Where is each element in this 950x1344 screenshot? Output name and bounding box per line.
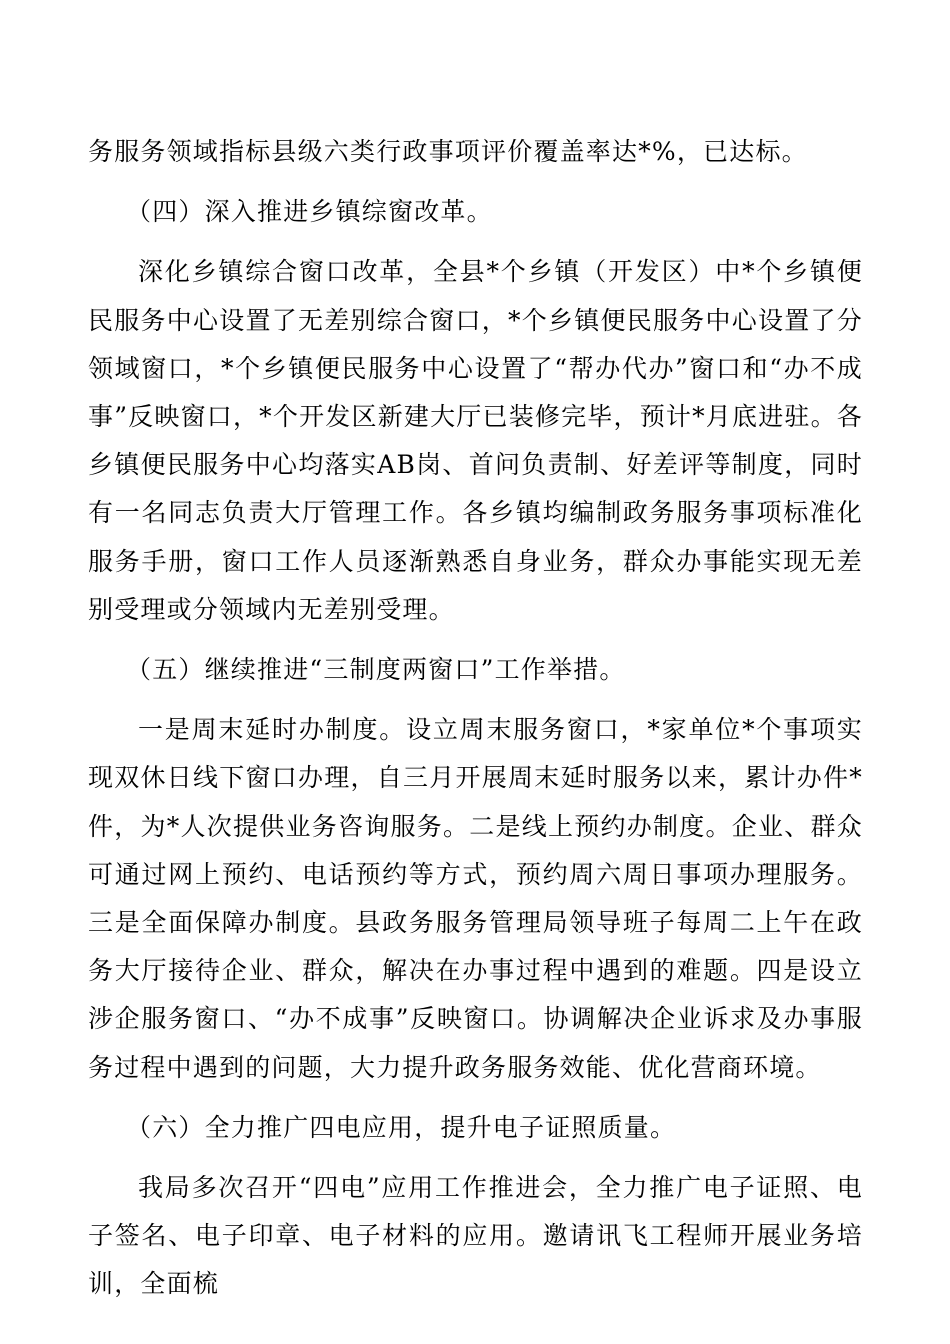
section-heading-6: （六）全力推广四电应用，提升电子证照质量。 (126, 1112, 677, 1142)
document-body (88, 128, 863, 1321)
section-heading-5: （五）继续推进“三制度两窗口”工作举措。 (126, 655, 626, 685)
section-heading-4: （四）深入推进乡镇综窗改革。 (126, 197, 493, 227)
body-paragraph-three-systems: 一是周末延时办制度。设立周末服务窗口，*家单位*个事项实现双休日线下窗口办理，自三月开展周末延时服务以来，累计办件*件，为*人次提供业务咨询服务。二是线上预约办制度。企业、群众可通过网上预约、电话预约等方式，预约周六周日事项办理服务。三是全面保障办制度。县政务服务管理局领导班子每周二上午在政务大厅接待企业、群众，解决在办事过程中遇到的难题。四是设立涉企服务窗口、“办不成事”反映窗口。协调解决企业诉求及办事服务过程中遇到的问题，大力提升政务服务效能、优化营商环境。 (88, 715, 863, 1082)
body-paragraph-township-windows: 深化乡镇综合窗口改革，全县*个乡镇（开发区）中*个乡镇便民服务中心设置了无差别综合窗口，*个乡镇便民服务中心设置了分领域窗口，*个乡镇便民服务中心设置了“帮办代办”窗口和“办不成事”反映窗口，*个开发区新建大厅已装修完毕，预计*月底进驻。各乡镇便民服务中心均落实AB岗、首问负责制、好差评等制度，同时有一名同志负责大厅管理工作。各乡镇均编制政务服务事项标准化服务手册，窗口工作人员逐渐熟悉自身业务，群众办事能实现无差别受理或分领域内无差别受理。 (88, 257, 863, 624)
continuation-paragraph: 务服务领域指标县级六类行政事项评价覆盖率达*%，已达标。 (88, 137, 808, 166)
body-paragraph-four-electronic: 我局多次召开“四电”应用工作推进会，全力推广电子证照、电子签名、电子印章、电子材料的应用。邀请讯飞工程师开展业务培训，全面梳 (88, 1173, 863, 1299)
